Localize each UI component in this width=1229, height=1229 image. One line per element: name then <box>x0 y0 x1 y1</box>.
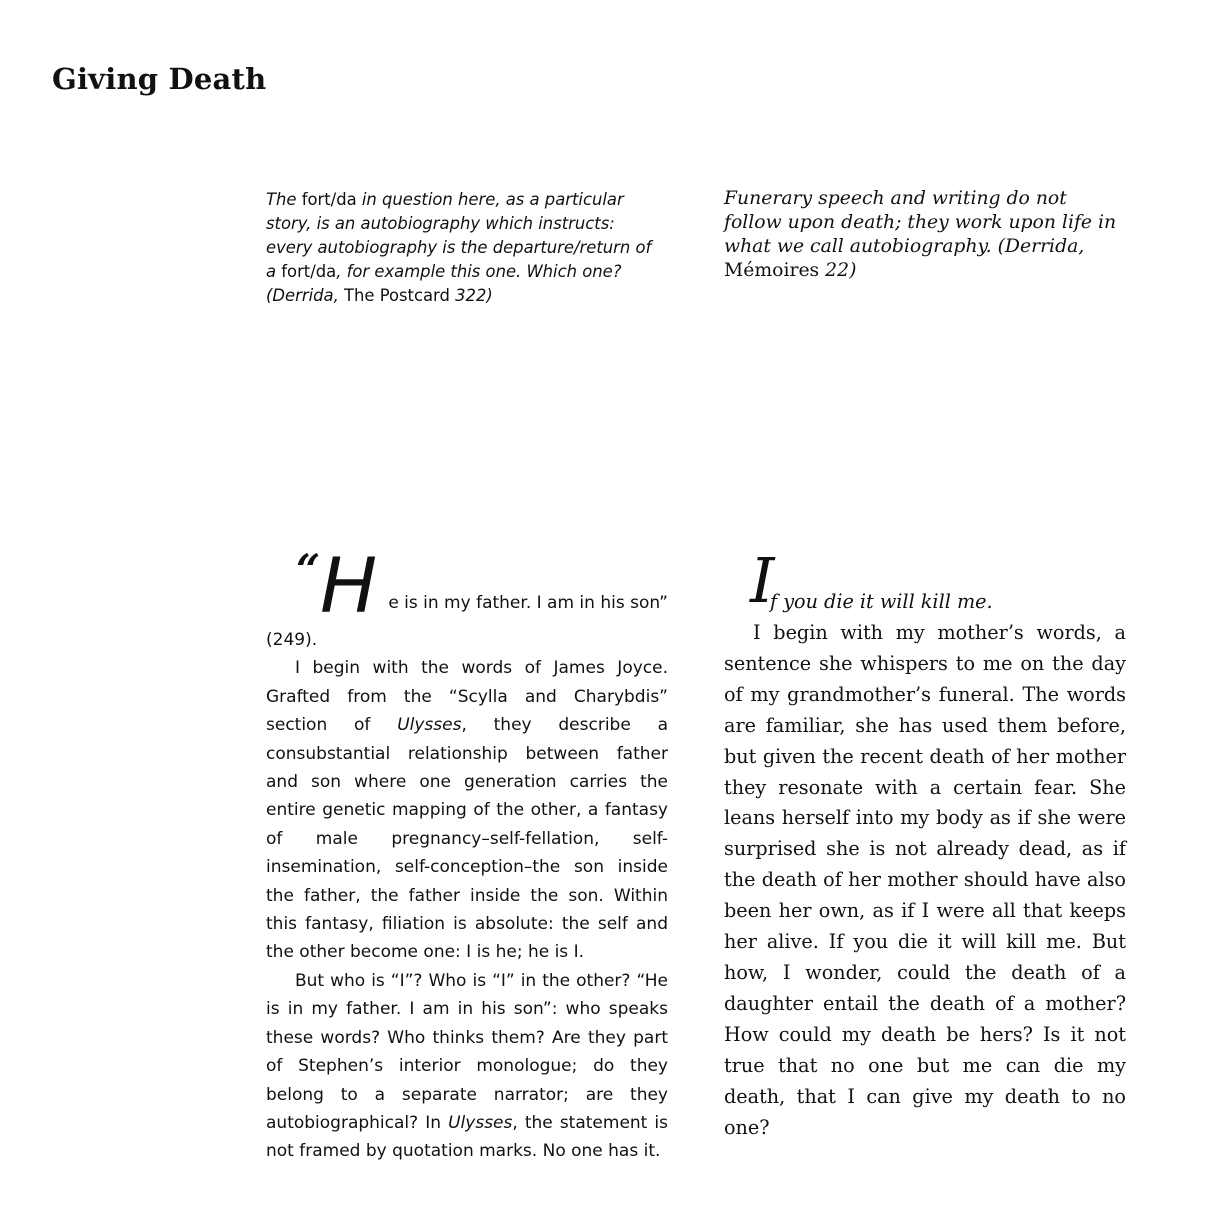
lead-citation: (249). <box>266 630 318 650</box>
epigraph-term-fortda: fort/da <box>301 190 357 209</box>
right-lead-line <box>724 544 1126 618</box>
lead-quote-text: e is in my father. I am in his son” <box>388 593 668 613</box>
paragraph <box>266 967 668 1166</box>
epigraph-term-fortda: fort/da <box>281 262 337 281</box>
book-title-ulysses: Ulysses <box>397 715 462 736</box>
epigraph-derrida-memoires <box>724 187 1124 283</box>
paragraph: I begin with my mother’s words, a sentence she whispers to me on the day of my grandmother’s funeral. The words are familiar, she has used them before, but given the recent death of her mother they resonate with a certain fear. She leans herself into my body as if she were surprised she is not already dead, as if the death of her mother should have also been her own, as if I were all that keeps her alive. If you die it will kill me. But how, I wonder, could the death of a daughter entail the death of a mother? How could my death be hers? Is it not true that no one but me can die my death, that I can give my death to no one? <box>724 621 1126 1139</box>
paragraph-text: I begin with the words of James Joyce. Grafted from the “Scylla and Charybdis” section of <box>266 658 668 736</box>
paragraph-text: But who is “I”? Who is “I” in the other? “He is in my father. I am in his son”: who speaks these words? Who thinks them? Are they part of Stephen’s interior monologue; do they belong to a separate narrator; are they autobiographical? In <box>266 970 668 1133</box>
page-title: Giving Death <box>52 62 267 96</box>
paragraph <box>266 654 668 966</box>
epigraph-book-title: The Postcard <box>344 286 450 305</box>
dropcap-open-quote: “ <box>296 545 321 594</box>
epigraph-text: , for example this one. Which one? (Derrida, <box>266 262 622 305</box>
paragraph-text: , the statement is not framed by quotation marks. No one has it. <box>266 1112 668 1162</box>
left-lead-line <box>266 541 668 630</box>
left-column-text <box>266 541 668 1166</box>
lead-quote-text: f you die it will kill me. <box>770 590 993 613</box>
epigraph-text: Funerary speech and writing do not follow upon death; they work upon life in what we call autobiography. (Derrida, <box>724 188 1117 257</box>
paragraph-text: , they describe a consubstantial relationship between father and son where one generation carries the entire genetic mapping of the other, a fantasy of male pregnancy–self-fellation, self-insemination, self-conception–the son inside the father, the father inside the son. Within this fantasy, filiation is absolute: the self and the other become one: I is he; he is I. <box>266 715 668 963</box>
epigraph-page-ref: 22) <box>819 260 857 281</box>
dropcap-letter: I <box>750 544 775 617</box>
epigraph-page-ref: 322) <box>449 286 493 305</box>
right-column-text <box>724 544 1126 1143</box>
epigraph-book-title: Mémoires <box>724 260 820 281</box>
book-title-ulysses: Ulysses <box>448 1112 513 1133</box>
epigraph-text: The <box>266 190 302 209</box>
epigraph-derrida-postcard <box>266 188 662 308</box>
dropcap-letter: H <box>320 541 378 630</box>
epigraph-text: in question here, as a particular story, is an autobiography which instructs: every autobiography is the departure/return of a <box>266 190 652 281</box>
